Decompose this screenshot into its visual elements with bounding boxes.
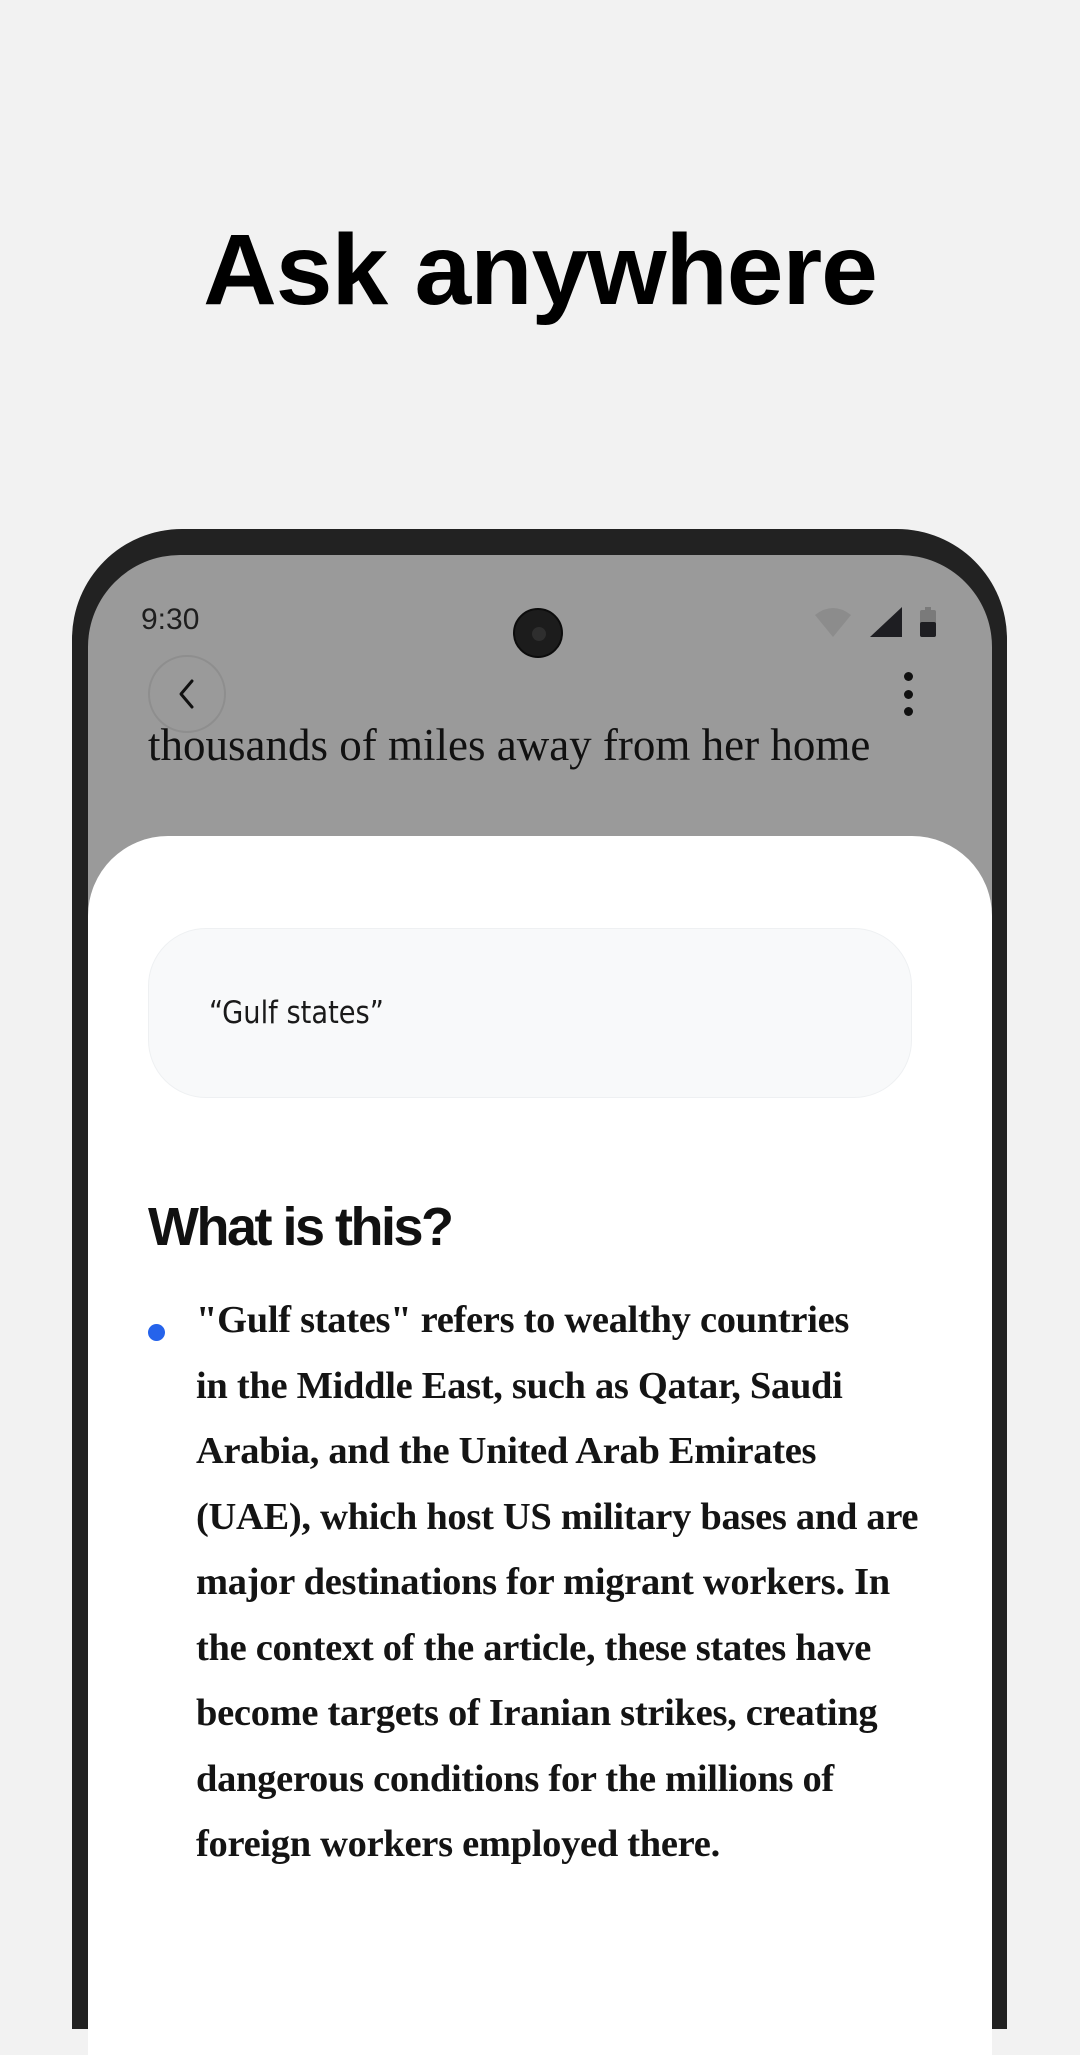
answer-line: in the Middle East, such as Qatar, Saudi: [196, 1364, 843, 1407]
answer-line: the context of the article, these states have: [196, 1626, 872, 1669]
more-vertical-icon-dot: [904, 690, 913, 699]
section-title: What is this?: [148, 1197, 452, 1257]
more-options-button[interactable]: [888, 672, 928, 716]
selected-query-box: [148, 928, 912, 1098]
promo-headline: Ask anywhere: [203, 214, 877, 326]
phone-frame: [72, 529, 1007, 2029]
bullet-dot-icon: [148, 1324, 165, 1341]
answer-line: dangerous conditions for the millions of: [196, 1757, 834, 1800]
answer-line: become targets of Iranian strikes, creating: [196, 1692, 878, 1734]
more-vertical-icon-dot: [904, 707, 913, 716]
chevron-left-icon: [176, 678, 198, 710]
phone-screen: [88, 555, 992, 2055]
answer-text: [196, 1288, 976, 1878]
front-camera: [513, 608, 563, 658]
wifi-icon: [814, 607, 852, 637]
more-vertical-icon-dot: [904, 672, 913, 681]
status-time: 9:30: [141, 603, 200, 636]
cellular-signal-icon: [870, 607, 902, 637]
answer-line: Arabia, and the United Arab Emirates: [196, 1430, 817, 1472]
battery-icon: [920, 607, 936, 637]
answer-line: "Gulf states" refers to wealthy countries: [196, 1299, 850, 1341]
article-text-line: thousands of miles away from her home: [148, 720, 871, 770]
answer-line: major destinations for migrant workers. In: [196, 1561, 890, 1603]
query-text: “Gulf states”: [209, 995, 384, 1031]
answer-line: (UAE), which host US military bases and are: [196, 1495, 919, 1538]
status-icons: [814, 607, 936, 637]
ask-bottom-sheet: [88, 836, 992, 2055]
answer-line: foreign workers employed there.: [196, 1823, 720, 1865]
